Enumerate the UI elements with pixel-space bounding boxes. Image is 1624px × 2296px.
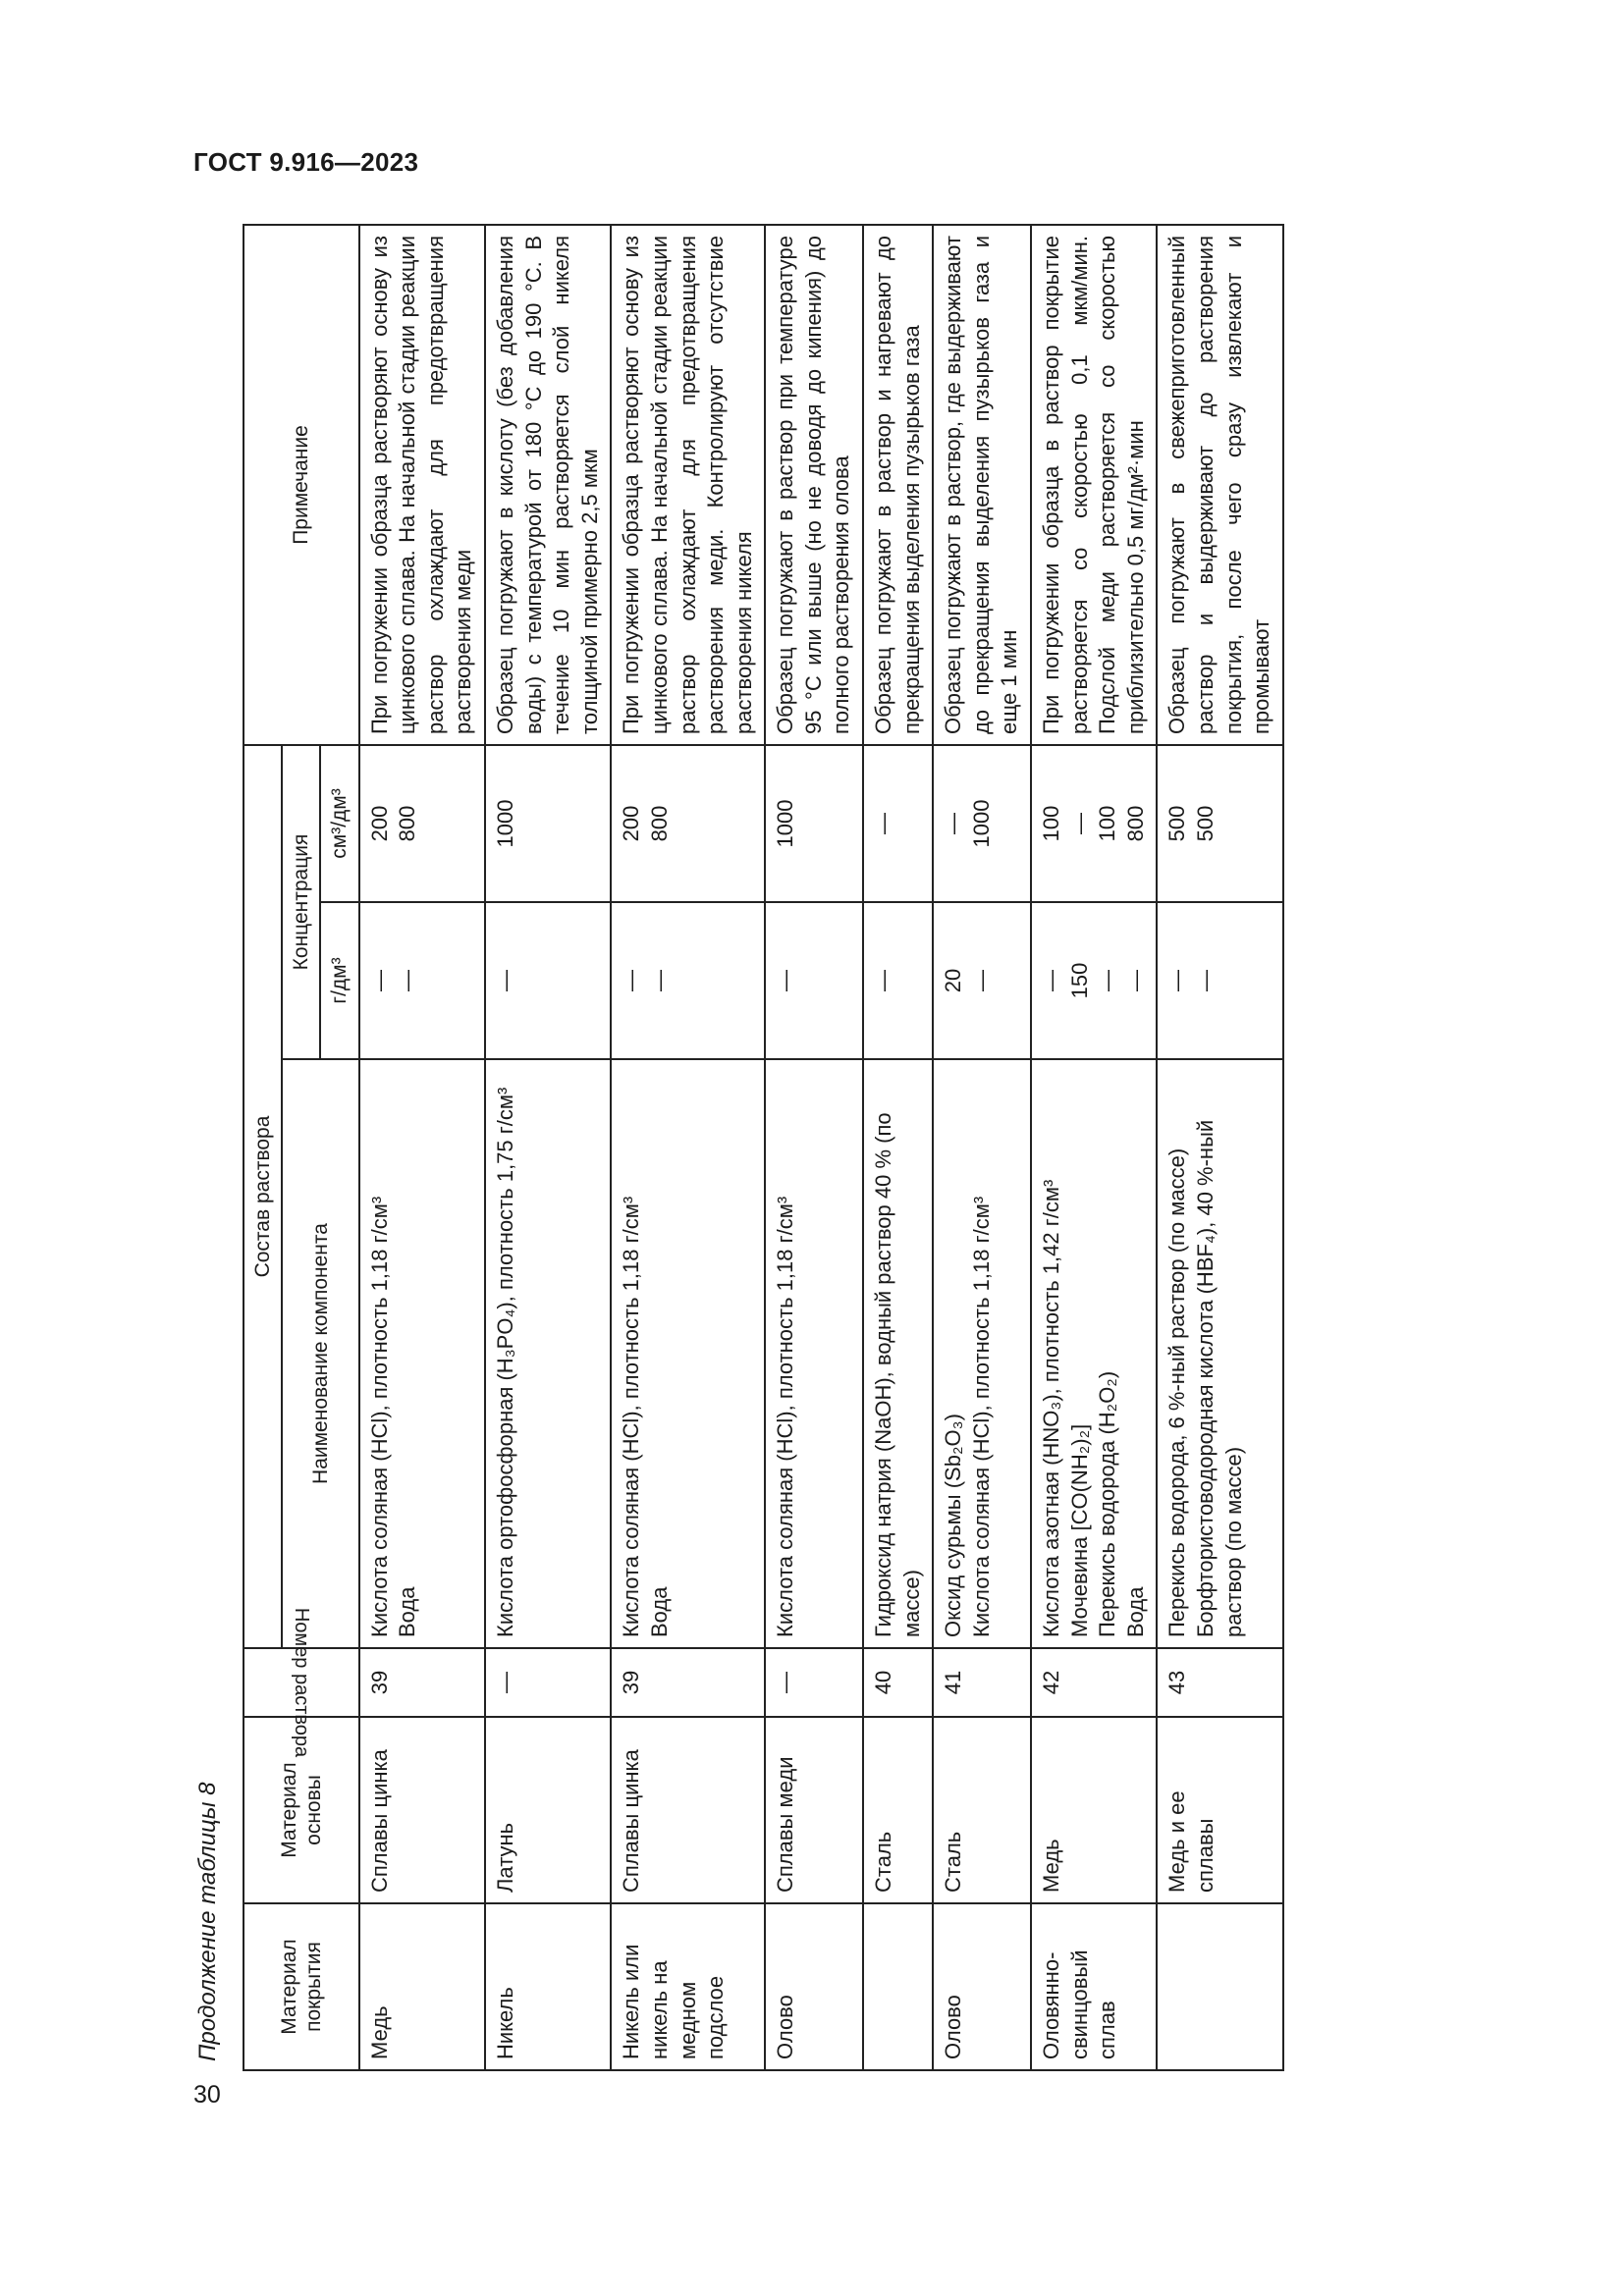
component-name: Перекись водорода (H₂O₂) [1095,1370,1120,1637]
table-row [611,225,765,2070]
concentration-g-value: 150 [1066,962,1092,999]
table-row [1157,225,1282,2070]
coating-cell: Олово [765,1903,863,2070]
component-cell [1031,1059,1157,1648]
composition-column-header: Состав раствора [244,745,282,1648]
concentration-g-value: — [492,970,517,991]
concentration-g-cell [933,902,1031,1059]
concentration-cm-cell [359,745,485,902]
concentration-cm-cell [1157,745,1282,902]
component-name: Вода [646,1586,672,1637]
table-row [863,225,933,2070]
solution-number-cell: 42 [1031,1648,1157,1717]
concentration-g-cell [611,902,765,1059]
document-header: ГОСТ 9.916—2023 [193,147,419,177]
component-name: Перекись водорода, 6 %-ный раствор (по массе) [1164,1148,1190,1637]
table-row [1031,225,1157,2070]
solution-number-cell: 43 [1157,1648,1282,1717]
base-cell: Медь и ее сплавы [1157,1717,1282,1903]
table-caption: Продолжение таблицы 8 [194,1782,221,2061]
component-cell [611,1059,765,1648]
coating-cell: Никель [485,1903,611,2070]
component-column-header: Наименование компонента [282,1059,358,1648]
component-name: Кислота азотная (HNO₃), плотность 1,42 г/см³ [1039,1179,1064,1637]
coating-cell: Оловянно-свинцовый сплав [1031,1903,1157,2070]
concentration-cm-value: 800 [646,805,672,842]
note-cell: Образец погружают в раствор, где выдерживают до прекращения выделения пузырьков газа и еще 1 мин [933,225,1031,745]
concentration-g-cell [359,902,485,1059]
note-cell: Образец погружают в кислоту (без добавления воды) с температурой от 180 °С до 190 °С. В течение 10 мин растворяется слой никеля толщиной примерно 2,5 мкм [485,225,611,745]
concentration-cm-cell [485,745,611,902]
component-name: Борфтористоводородная кислота (HBF₄), 40 %-ный раствор (по массе) [1193,1119,1246,1637]
note-cell: Образец погружают в раствор и нагревают до прекращения выделения пузырьков газа [863,225,933,745]
concentration-cm-value: 100 [1095,805,1120,842]
concentration-cm-value: 200 [619,805,644,842]
concentration-cm-value: — [1066,813,1092,834]
concentration-g-value: — [773,970,798,991]
base-cell: Сплавы меди [765,1717,863,1903]
table-row [933,225,1031,2070]
component-cell [933,1059,1031,1648]
coating-cell: Никель или никель на медном подслое [611,1903,765,2070]
concentration-g-cell [1157,902,1282,1059]
base-cell: Латунь [485,1717,611,1903]
component-cell [1157,1059,1282,1648]
unit-cm-header: см³/дм³ [320,745,358,902]
note-cell: Образец погружают в раствор при температуре 95 °С или выше (но не доводя до кипения) до полного растворения олова [765,225,863,745]
concentration-g-value: — [968,970,994,991]
concentration-cm-value: 1000 [968,799,994,848]
note-cell: При погружении образца растворяют основу из цинкового сплава. На начальной стадии реакции раствор охлаждают для предотвращения растворения меди [359,225,485,745]
table-row [485,225,611,2070]
component-name: Мочевина [CO(NH₂)₂] [1066,1423,1092,1637]
concentration-cm-value: — [941,813,966,834]
base-cell: Сплавы цинка [359,1717,485,1903]
component-cell [863,1059,933,1648]
concentration-g-value: — [1095,970,1120,991]
concentration-cm-cell [611,745,765,902]
concentration-cm-value: 100 [1039,805,1064,842]
concentration-g-value: — [366,970,392,991]
concentration-column-header: Концентрация [282,745,320,1059]
component-name: Кислота ортофосфорная (H₃PO₄), плотность 1,75 г/см³ [492,1087,517,1637]
coating-cell [863,1903,933,2070]
base-column-header: Материал основы [244,1717,359,1903]
concentration-g-value: 20 [941,968,966,993]
concentration-cm-cell [765,745,863,902]
component-name: Гидроксид натрия (NaOH), водный раствор 40 % (по массе) [871,1112,924,1637]
solution-number-cell: 41 [933,1648,1031,1717]
table-row [765,225,863,2070]
solution-number-cell: — [765,1648,863,1717]
concentration-cm-value: 1000 [773,799,798,848]
concentration-cm-value: 500 [1193,805,1218,842]
coating-cell: Олово [933,1903,1031,2070]
concentration-g-cell [1031,902,1157,1059]
note-cell: При погружении образца растворяют основу из цинкового сплава. На начальной стадии реакции раствор охлаждают для предотвращения растворения меди. Контролируют отсутствие растворения никеля [611,225,765,745]
table-container [243,226,1436,2071]
table-row [359,225,485,2070]
page-number: 30 [193,2081,221,2109]
concentration-cm-value: 800 [395,805,420,842]
component-name: Кислота соляная (HCl), плотность 1,18 г/см³ [366,1196,392,1637]
concentration-cm-cell [933,745,1031,902]
component-cell [359,1059,485,1648]
concentration-g-cell [485,902,611,1059]
note-cell: При погружении образца в раствор покрытие растворяется со скоростью 0,1 мкм/мин. Подслой меди растворяется со скоростью приблизительно 0,5 мг/дм²·мин [1031,225,1157,745]
base-cell: Сплавы цинка [611,1717,765,1903]
solutions-table [243,224,1284,2071]
component-name: Кислота соляная (HCl), плотность 1,18 г/см³ [619,1196,644,1637]
table-body [359,225,1283,2070]
concentration-g-cell [863,902,933,1059]
concentration-g-value: — [871,970,896,991]
component-cell [765,1059,863,1648]
solution-number-cell: 39 [611,1648,765,1717]
concentration-g-value: — [1164,970,1190,991]
concentration-g-value: — [1193,970,1218,991]
unit-g-header: г/дм³ [320,902,358,1059]
coating-cell: Медь [359,1903,485,2070]
base-cell: Сталь [933,1717,1031,1903]
concentration-g-value: — [619,970,644,991]
coating-column-header: Материал покрытия [244,1903,359,2070]
concentration-cm-value: 800 [1122,805,1148,842]
table-head [244,225,359,2070]
concentration-cm-value: 500 [1164,805,1190,842]
solution-number-cell: — [485,1648,611,1717]
concentration-g-cell [765,902,863,1059]
solution-number-label: Номер раствора [290,1607,312,1758]
concentration-g-value: — [1039,970,1064,991]
concentration-cm-value: — [871,813,896,834]
component-name: Оксид сурьмы (Sb₂O₃) [941,1414,966,1637]
solution-number-column-header [244,1607,359,1758]
component-name: Кислота соляная (HCl), плотность 1,18 г/см³ [968,1196,994,1637]
concentration-g-value: — [646,970,672,991]
note-column-header: Примечание [244,225,359,745]
solution-number-cell: 40 [863,1648,933,1717]
solution-number-cell: 39 [359,1648,485,1717]
concentration-g-value: — [1122,970,1148,991]
concentration-cm-cell [863,745,933,902]
component-name: Вода [395,1586,420,1637]
component-name: Кислота соляная (HCl), плотность 1,18 г/см³ [773,1196,798,1637]
base-cell: Медь [1031,1717,1157,1903]
component-cell [485,1059,611,1648]
component-name: Вода [1122,1586,1148,1637]
rotated-table-area [243,226,1436,2071]
base-cell: Сталь [863,1717,933,1903]
concentration-cm-value: 200 [366,805,392,842]
concentration-cm-value: 1000 [492,799,517,848]
concentration-g-value: — [395,970,420,991]
coating-cell [1157,1903,1282,2070]
note-cell: Образец погружают в свежеприготовленный раствор и выдерживают до растворения покрытия, после чего сразу извлекают и промывают [1157,225,1282,745]
concentration-cm-cell [1031,745,1157,902]
